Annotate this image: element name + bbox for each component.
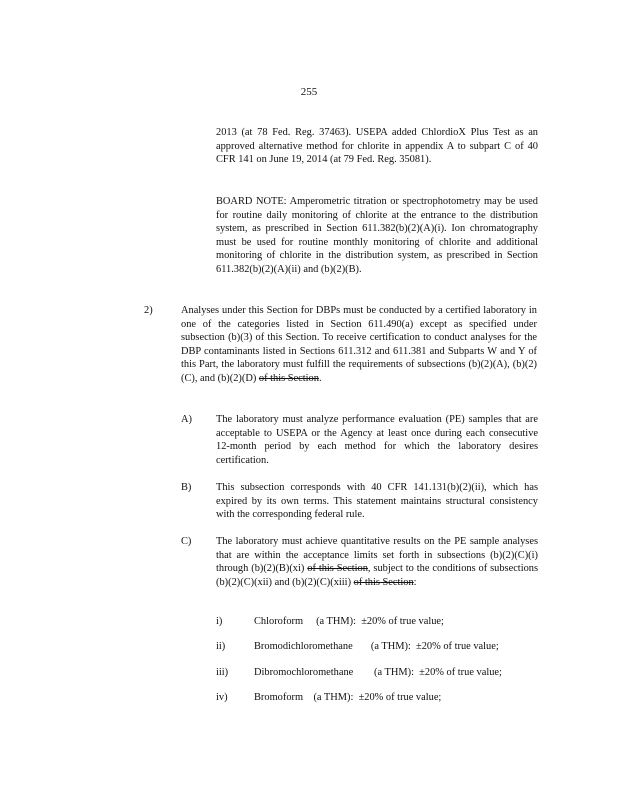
item-b-text: This subsection corresponds with 40 CFR 141.131(b)(2)(ii), which has expired by its own terms. This statement maintains structural consistency with the corresponding federal rule. [216, 482, 538, 521]
sub-item-compound: Bromodichloromethane [254, 641, 353, 652]
item-c-label: C) [181, 536, 192, 547]
sub-item-label: iv) [216, 692, 228, 703]
item-2-number: 2) [144, 305, 153, 316]
sub-item-compound: Chloroform [254, 616, 304, 627]
page-number: 255 [300, 86, 318, 98]
sub-item-entry [254, 691, 441, 705]
sub-item-entry [254, 615, 444, 629]
item-c-paragraph [216, 535, 538, 589]
item-2-end: . [318, 372, 322, 384]
sub-item-label: i) [216, 616, 223, 627]
item-c-text-2: , subject to the conditions of subsections (b)(2)(C)(xii) and (b)(2)(C)(xiii) [216, 563, 539, 588]
sub-item-limit: ±20% of true value; [358, 692, 442, 703]
sub-item-limit: ±20% of true value; [419, 667, 502, 678]
sub-item-compound: Bromoform [254, 692, 304, 703]
item-c-struck-2: of this Section [353, 576, 414, 588]
board-note: BOARD NOTE: Amperometric titration or spectrophotometry may be used for routine daily monitoring of chlorite at the entrance to the distribution system, as prescribed in Section 611.382(b)(2)(A)(i). Ion chromatography must be used for routine monthly monitoring of chlorite and additional monitoring of chlorite in the distribution system, as prescribed in Section 611.382(b)(2)(A)(ii) and (b)(2)(B). [216, 196, 538, 275]
sub-item-entry [254, 640, 499, 654]
item-c-struck-1: of this Section [307, 563, 368, 575]
sub-item-compound: Dibromochloromethane [254, 667, 354, 678]
item-2-paragraph [181, 304, 537, 386]
sub-item-label: ii) [216, 641, 226, 652]
item-b-label: B) [181, 482, 192, 493]
sub-item-entry [254, 666, 502, 680]
sub-item-label: iii) [216, 667, 229, 678]
item-a-text: The laboratory must analyze performance evaluation (PE) samples that are acceptable to USEPA or the Agency at least once during each consecutive 12-month period by each method for which the laboratory desires certification. [216, 414, 538, 466]
item-2-struck-text: of this Section [258, 372, 319, 384]
sub-item-criteria: (a THM): [313, 692, 354, 703]
sub-item-limit: ±20% of true value; [361, 616, 444, 627]
item-c-end: : [413, 576, 417, 588]
item-c-text-1: The laboratory must achieve quantitative results on the PE sample analyses that are within the acceptance limits set forth in subsections (b)(2)(C)(i) through (b)(2)(B)(xi) [216, 536, 538, 575]
sub-item-criteria: (a THM): [370, 641, 411, 652]
intro-paragraph: 2013 (at 78 Fed. Reg. 37463). USEPA added ChlordioX Plus Test as an approved alternative method for chlorite in appendix A to subpart C of 40 CFR 141 on June 19, 2014 (at 79 Fed. Reg. 35081). [216, 127, 538, 166]
sub-item-criteria: (a THM): [374, 667, 414, 678]
sub-item-limit: ±20% of true value; [416, 641, 499, 652]
item-a-label: A) [181, 414, 192, 425]
sub-item-criteria: (a THM): [316, 616, 356, 627]
item-2-text: Analyses under this Section for DBPs must be conducted by a certified laboratory in one of the categories listed in Section 611.490(a) except as specified under subsection (b)(3) of this Section. To receive certification to conduct analyses for the DBP contaminants listed in Sections 611.312 and 611.381 and Subparts W and Y of this Part, the laboratory must fulfill the requirements of subsections (b)(2)(A), (b)(2)(C), and (b)(2)(D) [181, 305, 537, 384]
